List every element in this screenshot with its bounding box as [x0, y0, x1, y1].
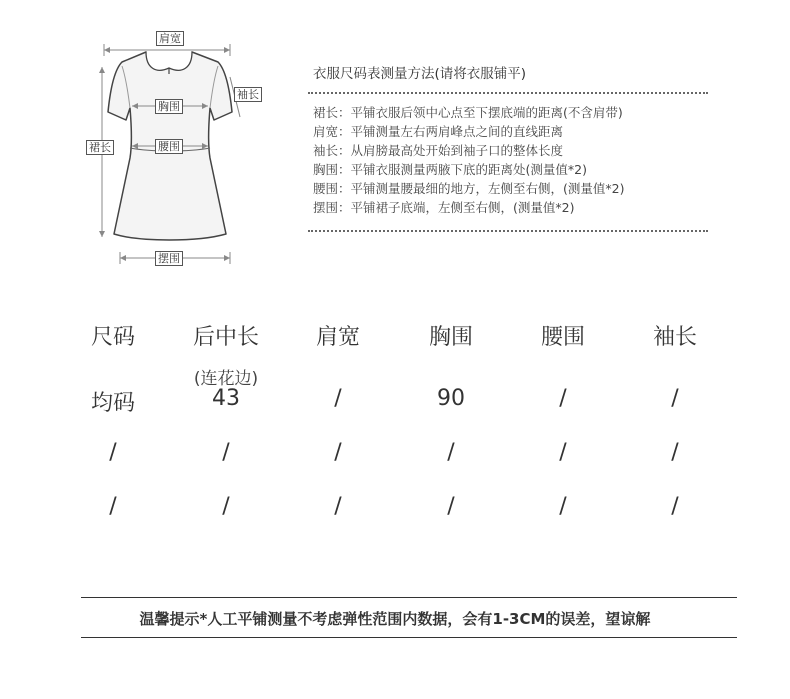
method-item: 胸围：平铺衣服测量两腋下底的距离处(测量值*2): [313, 162, 587, 177]
table-cell: /: [109, 494, 117, 519]
table-cell: /: [334, 494, 342, 519]
header-sleeve: 袖长: [652, 325, 697, 350]
footer-divider-top: [81, 597, 737, 598]
table-cell: 90: [437, 386, 465, 411]
table-cell: /: [447, 440, 455, 465]
footer-note: 温馨提示*人工平铺测量不考虑弹性范围内数据，会有1-3CM的误差，望谅解: [139, 610, 651, 628]
table-cell: /: [334, 386, 342, 411]
method-list: [313, 103, 624, 217]
table-cell: 43: [212, 386, 240, 411]
measurement-diagram: [80, 22, 260, 272]
header-back-length: 后中长: [192, 325, 259, 350]
header-chest: 胸围: [428, 325, 473, 350]
table-cell: /: [222, 440, 230, 465]
table-cell: /: [671, 494, 679, 519]
method-item: 腰围：平铺测量腰最细的地方，左侧至右侧，(测量值*2): [313, 181, 625, 196]
table-cell: /: [671, 386, 679, 411]
label-chest: 胸围: [155, 99, 183, 114]
method-item: 裙长：平铺衣服后领中心点至下摆底端的距离(不含肩带): [313, 105, 623, 120]
header-waist: 腰围: [540, 325, 585, 350]
table-cell: /: [222, 494, 230, 519]
table-cell: /: [447, 494, 455, 519]
table-cell: /: [559, 494, 567, 519]
header-shoulder: 肩宽: [315, 325, 360, 350]
header-back-length-note: (连花边): [193, 369, 259, 389]
method-item: 袖长：从肩膀最高处开始到袖子口的整体长度: [313, 143, 564, 158]
table-cell: /: [334, 440, 342, 465]
label-shoulder: 肩宽: [156, 31, 184, 46]
method-item: 摆围：平铺裙子底端，左侧至右侧，(测量值*2): [313, 200, 575, 215]
header-size: 尺码: [90, 325, 135, 350]
table-cell: /: [671, 440, 679, 465]
table-cell: 均码: [90, 391, 135, 416]
label-sleeve: 袖长: [234, 87, 262, 102]
dotted-divider-bottom: [308, 230, 708, 232]
dotted-divider-top: [308, 92, 708, 94]
label-waist: 腰围: [155, 139, 183, 154]
table-cell: /: [559, 440, 567, 465]
method-item: 肩宽：平铺测量左右两肩峰点之间的直线距离: [313, 124, 564, 139]
label-hem: 摆围: [155, 251, 183, 266]
table-cell: /: [109, 440, 117, 465]
table-cell: /: [559, 386, 567, 411]
footer-divider-bottom: [81, 637, 737, 638]
method-title: 衣服尺码表测量方法(请将衣服铺平): [313, 66, 527, 82]
label-length: 裙长: [86, 140, 114, 155]
